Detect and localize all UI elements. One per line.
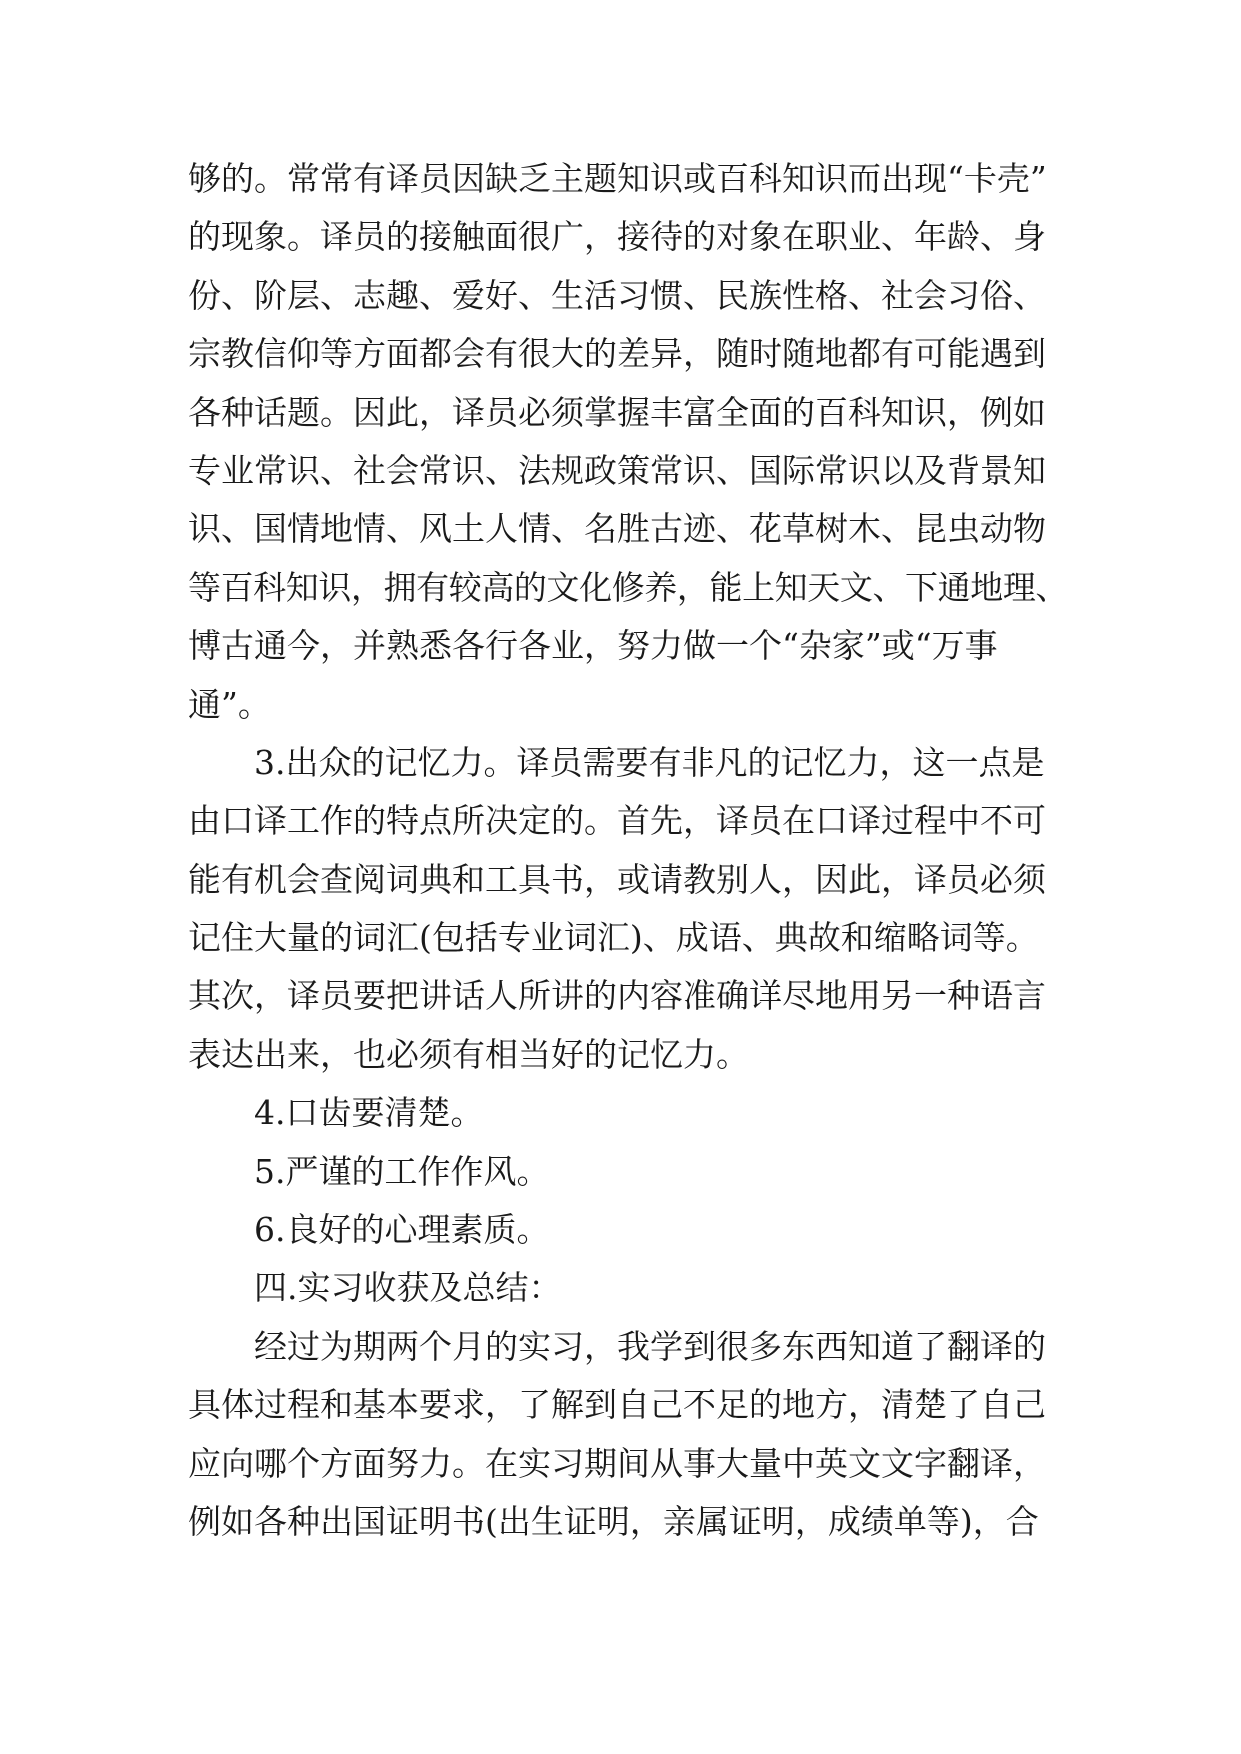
text-line: 记住大量的词汇(包括专业词汇)、成语、典故和缩略词等。	[188, 918, 1039, 958]
text-line: 表达出来，也必须有相当好的记忆力。	[188, 1034, 749, 1074]
text-line: 经过为期两个月的实习，我学到很多东西知道了翻译的	[254, 1326, 1046, 1366]
text-line: 四.实习收获及总结：	[254, 1268, 562, 1308]
text-line: 具体过程和基本要求，了解到自己不足的地方，清楚了自己	[188, 1385, 1046, 1425]
text-line: 份、阶层、志趣、爱好、生活习惯、民族性格、社会习俗、	[188, 275, 1046, 315]
text-line: 例如各种出国证明书(出生证明，亲属证明，成绩单等)，合	[188, 1501, 1039, 1541]
text-line: 能有机会查阅词典和工具书，或请教别人，因此，译员必须	[188, 859, 1046, 899]
text-line: 通”。	[188, 684, 271, 724]
text-line: 识、国情地情、风土人情、名胜古迹、花草树木、昆虫动物	[188, 509, 1046, 549]
text-line: 4.口齿要清楚。	[254, 1093, 484, 1133]
text-line: 5.严谨的工作作风。	[254, 1151, 550, 1191]
text-line: 3.出众的记忆力。译员需要有非凡的记忆力，这一点是	[254, 742, 1045, 782]
text-line: 应向哪个方面努力。在实习期间从事大量中英文文字翻译，	[188, 1443, 1046, 1483]
text-line: 6.良好的心理素质。	[254, 1210, 550, 1250]
text-line: 由口译工作的特点所决定的。首先，译员在口译过程中不可	[188, 801, 1046, 841]
text-line: 专业常识、社会常识、法规政策常识、国际常识以及背景知	[188, 450, 1046, 490]
body-text	[188, 150, 1068, 1551]
text-line: 博古通今，并熟悉各行各业，努力做一个“杂家”或“万事	[188, 626, 998, 666]
text-line: 的现象。译员的接触面很广，接待的对象在职业、年龄、身	[188, 217, 1046, 257]
text-line: 够的。常常有译员因缺乏主题知识或百科知识而出现“卡壳”	[188, 159, 1047, 198]
text-line: 等百科知识，拥有较高的文化修养，能上知天文、下通地理、	[188, 567, 1069, 607]
text-line: 宗教信仰等方面都会有很大的差异，随时随地都有可能遇到	[188, 334, 1046, 374]
text-line: 各种话题。因此，译员必须掌握丰富全面的百科知识，例如	[188, 392, 1046, 432]
text-line: 其次，译员要把讲话人所讲的内容准确详尽地用另一种语言	[188, 976, 1046, 1016]
